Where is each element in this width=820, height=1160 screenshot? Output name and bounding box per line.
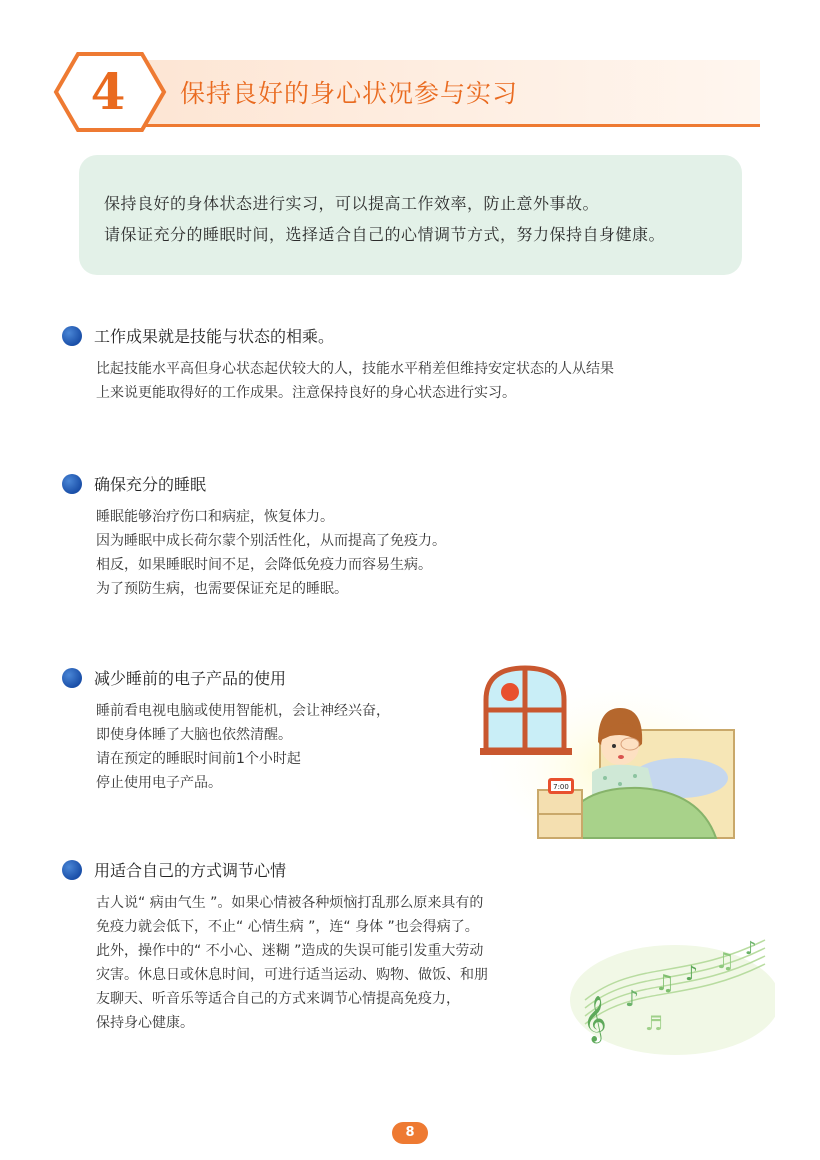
- section-text-line: 此外，操作中的“ 不小心、迷糊 ”造成的失误可能引发重大劳动: [96, 943, 484, 959]
- page-number: 8: [392, 1122, 428, 1144]
- music-notes-decoration: [565, 920, 775, 1055]
- svg-text:♫: ♫: [715, 949, 735, 974]
- intro-line: 请保证充分的睡眠时间，选择适合自己的心情调节方式，努力保持自身健康。: [104, 225, 666, 244]
- section-heading: 工作成果就是技能与状态的相乘。: [94, 327, 335, 346]
- sleeping-girl-illustration: [480, 660, 740, 840]
- bullet-icon: [62, 668, 82, 688]
- section-text-line: 睡前看电视电脑或使用智能机，会让神经兴奋，: [96, 703, 390, 719]
- section-text-line: 古人说“ 病由气生 ”。如果心情被各种烦恼打乱那么原来具有的: [96, 895, 484, 911]
- page-title: 保持良好的身心状况参与实习: [180, 79, 519, 108]
- section-text-line: 相反，如果睡眠时间不足，会降低免疫力而容易生病。: [96, 557, 432, 573]
- section-text-line: 友聊天、听音乐等适合自己的方式来调节心情提高免疫力，: [96, 991, 460, 1007]
- section-text-line: 比起技能水平高但身心状态起伏较大的人，技能水平稍差但维持安定状态的人从结果: [96, 361, 614, 377]
- section-text-line: 即使身体睡了大脑也依然清醒。: [96, 727, 292, 743]
- svg-text:♫: ♫: [655, 971, 675, 996]
- clock-display: 7:00: [553, 783, 569, 791]
- section-number: 4: [90, 62, 126, 121]
- section-text-line: 请在预定的睡眠时间前1个小时起: [96, 751, 301, 767]
- section-text-line: 灾害。休息日或休息时间，可进行适当运动、购物、做饭、和朋: [96, 967, 488, 983]
- section-text-line: 上来说更能取得好的工作成果。注意保持良好的身心状态进行实习。: [96, 385, 516, 401]
- section-heading: 减少睡前的电子产品的使用: [94, 669, 287, 688]
- svg-text:♪: ♪: [685, 961, 698, 985]
- intro-line: 保持良好的身体状态进行实习，可以提高工作效率，防止意外事故。: [104, 194, 600, 213]
- svg-text:𝄞: 𝄞: [583, 996, 607, 1042]
- svg-text:♪: ♪: [745, 938, 757, 959]
- section-text-line: 睡眠能够治疗伤口和病症，恢复体力。: [96, 509, 334, 525]
- section-text-line: 免疫力就会低下，不止“ 心情生病 ”，连“ 身体 ”也会得病了。: [96, 919, 479, 935]
- section-text-line: 停止使用电子产品。: [96, 775, 222, 791]
- section-heading: 确保充分的睡眠: [94, 475, 207, 494]
- section-heading: 用适合自己的方式调节心情: [94, 861, 287, 880]
- section-text-line: 保持身心健康。: [96, 1015, 194, 1031]
- bullet-icon: [62, 474, 82, 494]
- intro-box: [79, 155, 742, 275]
- section-text-line: 为了预防生病，也需要保证充足的睡眠。: [96, 581, 348, 597]
- bullet-icon: [62, 326, 82, 346]
- bullet-icon: [62, 860, 82, 880]
- svg-text:♬: ♬: [645, 1011, 663, 1035]
- section-text-line: 因为睡眠中成长荷尔蒙个别活性化，从而提高了免疫力。: [96, 533, 446, 549]
- svg-text:♪: ♪: [625, 987, 640, 1012]
